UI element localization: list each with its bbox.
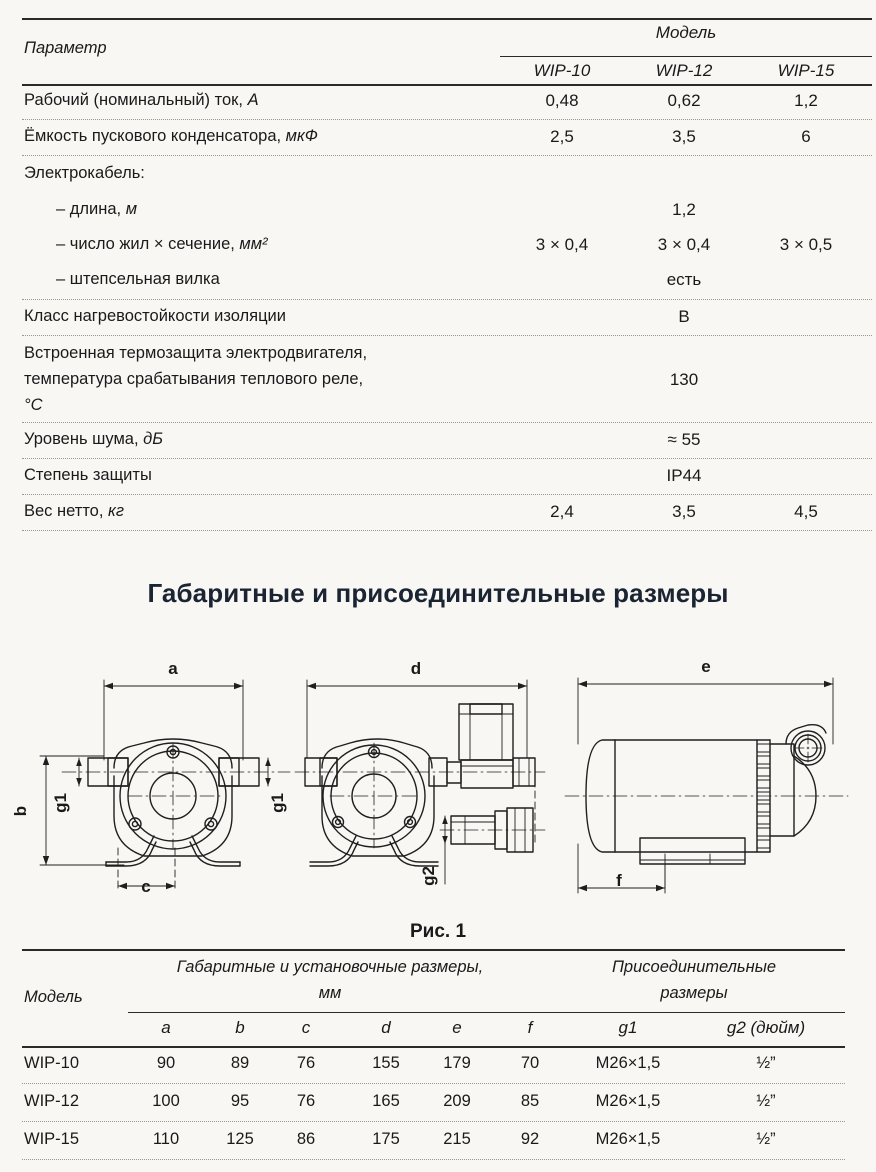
table1-row-label-line2: температура срабатывания теплового реле, [24,370,364,388]
dimension-label-g1-left: g1 [51,793,70,813]
row-label-text: Рабочий (номинальный) ток, [24,91,248,109]
figure-caption: Рис. 1 [409,921,467,942]
table2-cell: 175 [372,1130,400,1148]
table2-column-a: a [161,1018,171,1037]
table1-cell-value: 3,5 [672,502,696,521]
table2-cell: 92 [520,1130,540,1148]
page-title: Габаритные и присоединительные размеры [147,578,729,608]
table2-cell: ½” [756,1054,776,1072]
table1-row-label: Класс нагревостойкости изоляции [24,307,286,325]
table2-group1-header-line1: Габаритные и установочные размеры, [176,958,484,976]
table1-cell-value: 3 × 0,5 [779,235,833,254]
table2-cell: ½” [756,1092,776,1110]
table2-column-d: d [381,1018,391,1037]
table2-cell: 76 [296,1092,316,1110]
table1-span-value: В [678,307,690,326]
table1-row-separator [22,422,872,423]
table2-cell: 209 [443,1092,471,1110]
row-label-unit: А [247,91,259,109]
dimension-label-d: d [410,659,422,678]
table1-cell-value: 3 × 0,4 [535,235,589,254]
table1-cell-value: 0,48 [545,91,579,110]
dimension-label-e: e [701,657,711,676]
table1-row-label: Электрокабель: [24,164,145,182]
table1-cell-value: 1,2 [794,91,818,110]
row-label-unit: кг [108,502,124,520]
table2-row-model: WIP-10 [24,1054,80,1072]
technical-drawing-figure [0,648,876,916]
table2-cell: 95 [230,1092,250,1110]
row-label-unit: дБ [143,430,164,448]
row-label-text: Ёмкость пускового конденсатора, [24,127,286,145]
table1-cell-value: 0,62 [667,91,701,110]
table1-header-bottom-rule [22,84,872,86]
table1-row-label [24,429,163,450]
row-label-unit: мм² [239,235,268,253]
dimension-label-a: a [168,659,178,678]
table2-cell: 85 [520,1092,540,1110]
table1-row-separator [22,299,872,300]
table1-row-label [56,234,268,255]
table2-cell: M26×1,5 [595,1130,661,1148]
table1-row-separator [22,458,872,459]
table1-row-label: Степень защиты [24,466,152,484]
table1-row-label [24,90,259,111]
row-label-text: Вес нетто, [24,502,109,520]
assembly-view-drawing [295,680,545,884]
table2-cell: 89 [230,1054,250,1072]
row-label-text: Уровень шума, [24,430,144,448]
table1-row-label-line3: °C [24,396,43,414]
table2-cell: ½” [756,1130,776,1148]
dimension-label-c: c [141,877,151,896]
table1-cell-value: 2,5 [550,127,574,146]
table2-cell: 155 [372,1054,400,1072]
table2-group1-header-line2: мм [318,984,342,1002]
table1-top-rule [22,18,872,20]
table2-cell: 100 [152,1092,180,1110]
table1-row-separator [22,119,872,120]
table2-row-separator [22,1083,845,1084]
table2-column-g1: g1 [618,1018,638,1037]
table2-row-model: WIP-12 [24,1092,80,1110]
table1-span-value: ≈ 55 [667,430,701,449]
table2-column-f: f [527,1018,533,1037]
dimension-label-g2: g2 [419,866,438,886]
table2-cell: 90 [156,1054,176,1072]
dimension-label-f: f [616,871,622,890]
table1-row-label [56,199,137,220]
table1-row-label [24,501,124,522]
table1-span-value: есть [666,270,702,289]
table1-row-label [24,126,318,147]
table1-cell-value: 3,5 [672,127,696,146]
table2-cell: 125 [226,1130,254,1148]
table1-model-wip10: WIP-10 [533,61,591,80]
front-view-drawing [40,680,290,891]
table1-model-span-rule [500,56,872,57]
table2-cell: 86 [296,1130,316,1148]
table2-column-e: e [452,1018,462,1037]
table1-cell-value: 2,4 [550,502,574,521]
table2-cell: M26×1,5 [595,1054,661,1072]
table1-bottom-rule [22,530,872,531]
table1-row-label: – штепсельная вилка [56,270,220,288]
table2-cell: 165 [372,1092,400,1110]
row-label-unit: м [125,200,138,218]
table1-row-label-line1: Встроенная термозащита электродвигателя, [24,344,368,362]
dimension-label-g1-right: g1 [268,793,287,813]
dimension-label-b: b [11,805,30,817]
table2-model-header: Модель [24,988,83,1006]
table2-group2-header-line2: размеры [660,984,728,1002]
table2-column-b: b [235,1018,245,1037]
side-view-drawing [565,678,848,893]
table1-span-value: 130 [669,370,699,389]
table2-row-model: WIP-15 [24,1130,80,1148]
pump-dimension-drawings [0,648,876,916]
table1-model-header: Модель [655,23,717,42]
table2-column-c: c [301,1018,311,1037]
table2-top-rule [22,949,845,951]
table2-cell: 215 [443,1130,471,1148]
table1-row-separator [22,335,872,336]
table2-row-separator [22,1121,845,1122]
table1-span-value: IP44 [666,466,702,485]
table2-group2-header-line1: Присоединительные [611,958,777,976]
table1-span-value: 1,2 [672,200,696,219]
table2-header-bottom-rule [22,1046,845,1048]
table1-row-separator [22,494,872,495]
table2-cell: 70 [520,1054,540,1072]
table2-cell: M26×1,5 [595,1092,661,1110]
row-label-unit: мкФ [285,127,318,145]
row-label-text: – число жил × сечение, [56,235,240,253]
table1-cell-value: 6 [801,127,811,146]
table1-cell-value: 3 × 0,4 [657,235,711,254]
table1-row-separator [22,155,872,156]
table2-cell: 76 [296,1054,316,1072]
table1-param-header: Параметр [24,39,107,57]
table1-cell-value: 4,5 [794,502,818,521]
table2-group-span-rule [128,1012,845,1013]
table2-column-g2: g2 (дюйм) [726,1018,806,1037]
row-label-text: – длина, [56,200,126,218]
table2-cell: 179 [443,1054,471,1072]
table1-model-wip12: WIP-12 [655,61,713,80]
table2-bottom-rule [22,1159,845,1160]
table1-model-wip15: WIP-15 [777,61,835,80]
table2-cell: 110 [152,1130,180,1148]
